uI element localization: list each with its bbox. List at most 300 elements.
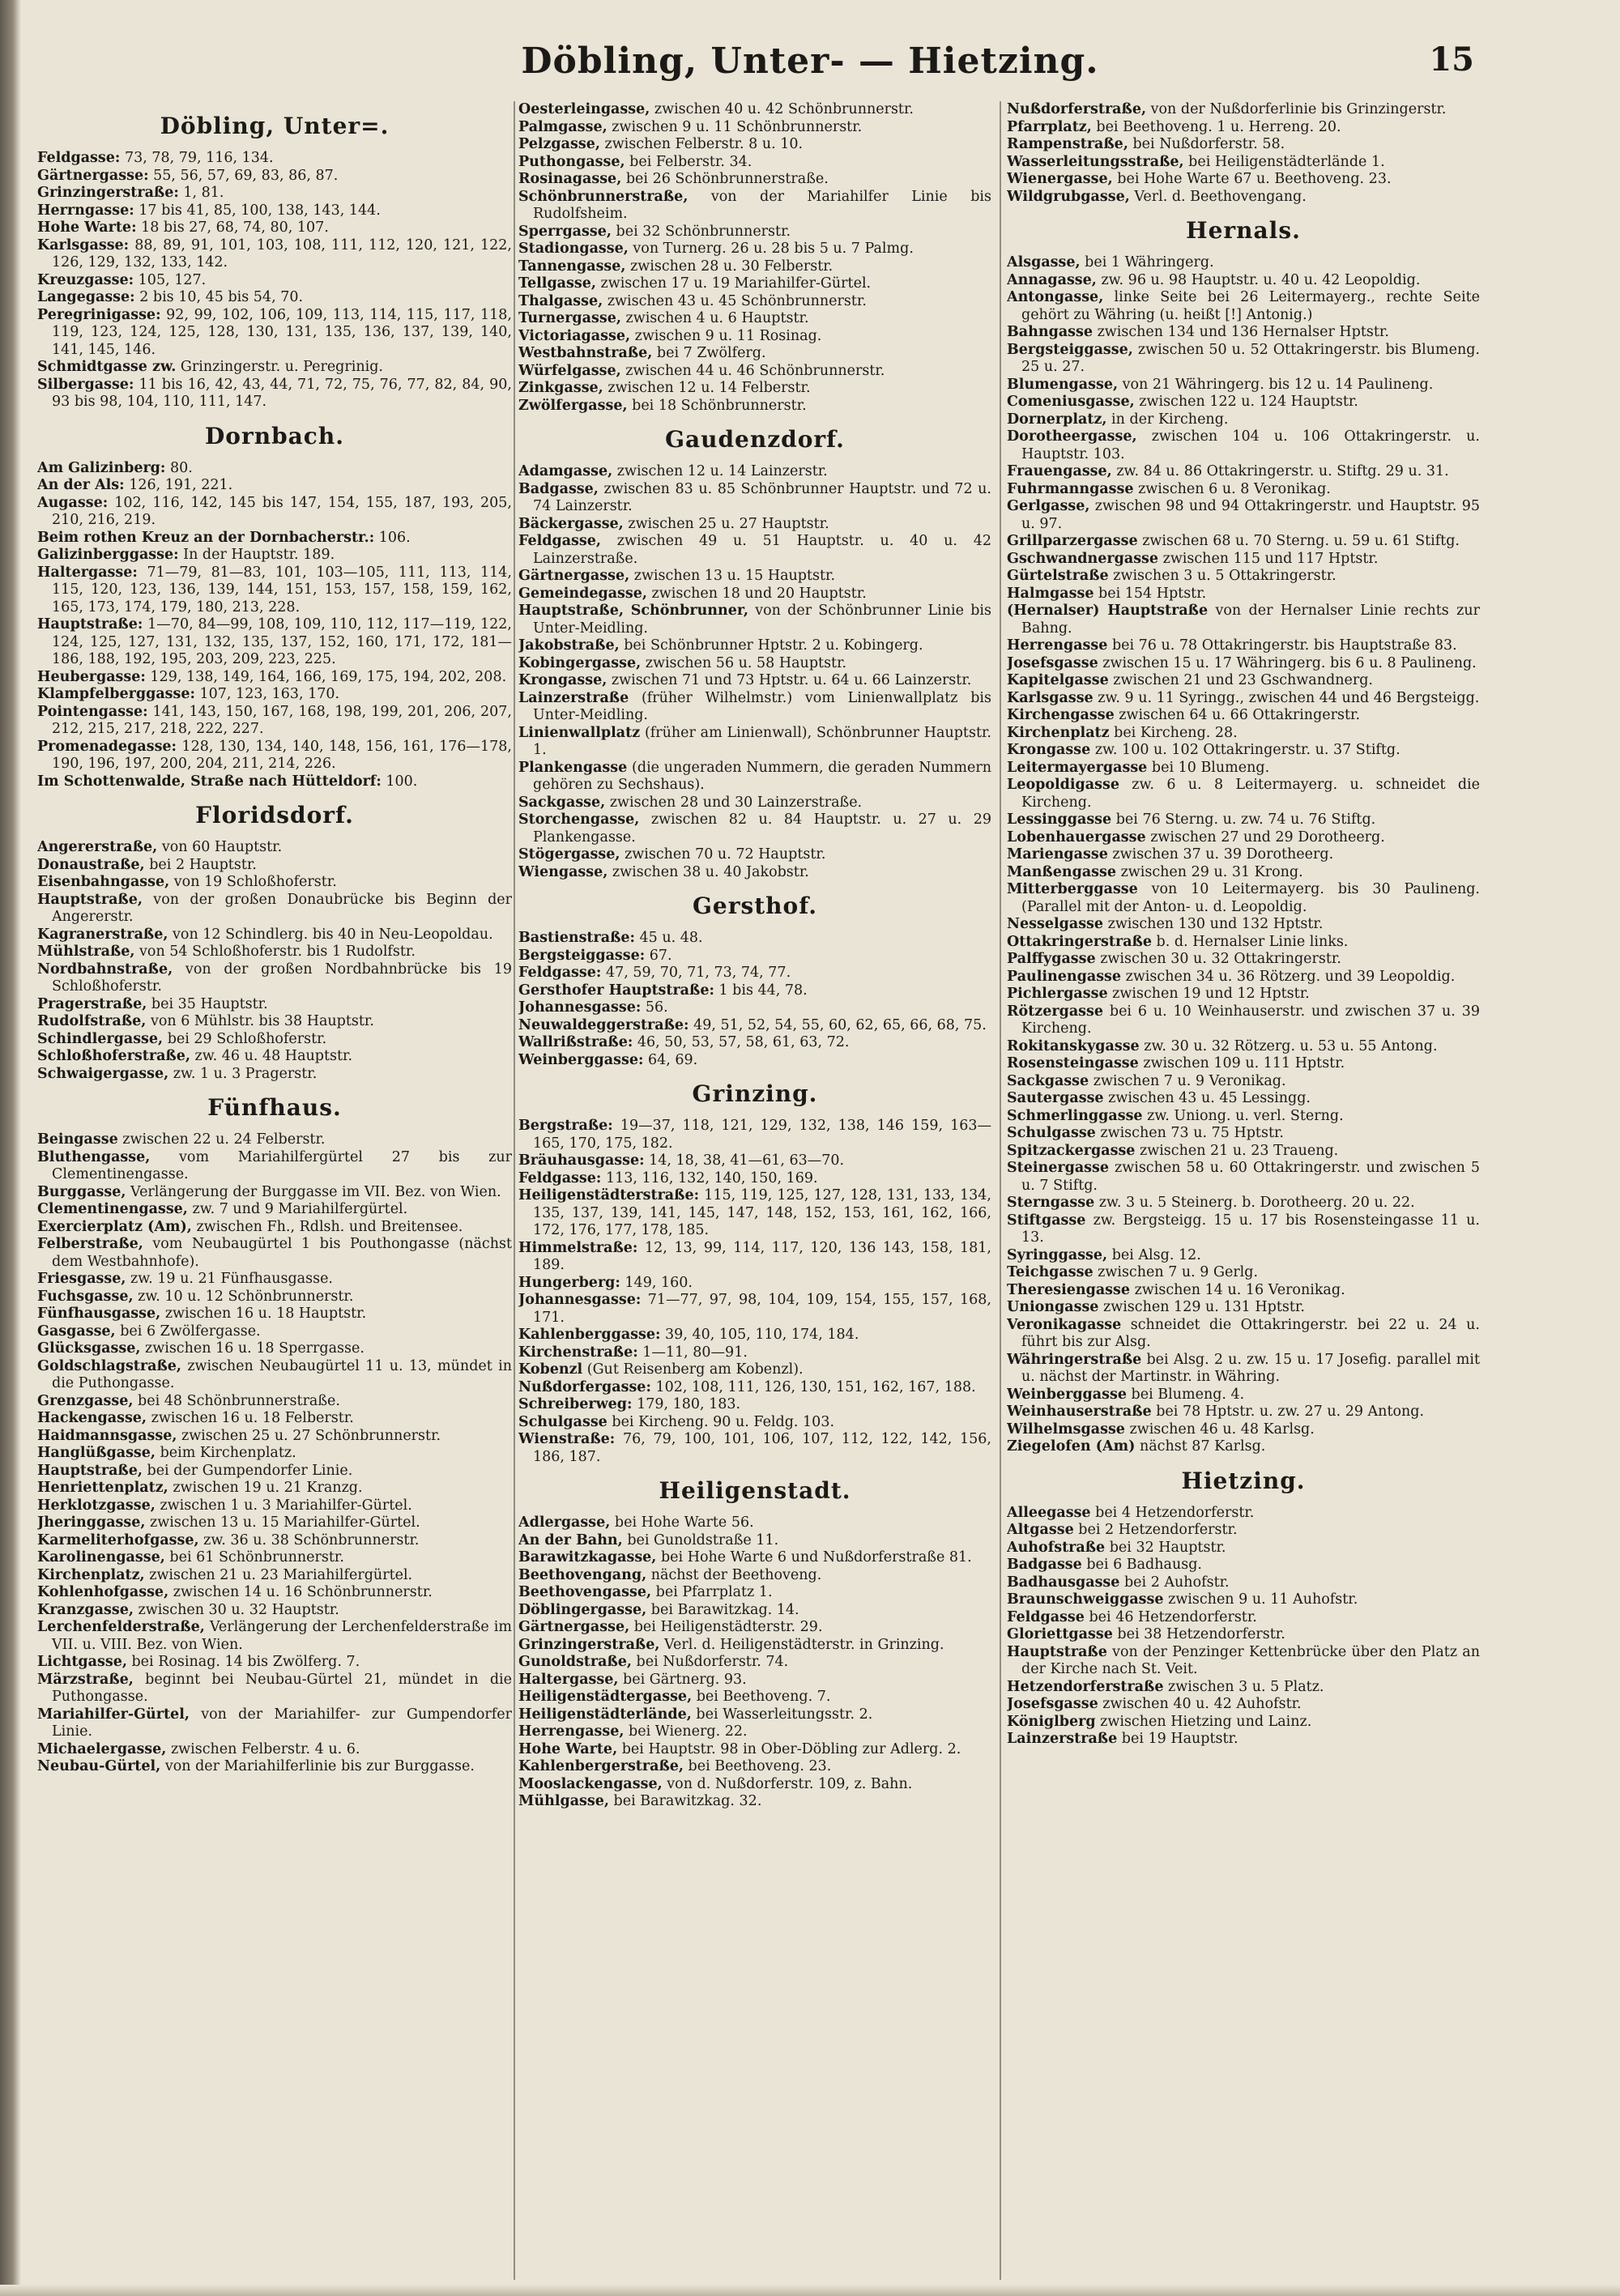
street-location: zwischen 16 u. 18 Felberstr.	[147, 1410, 354, 1426]
street-name: Friesgasse,	[37, 1271, 126, 1287]
street-name: Bergstraße:	[518, 1118, 613, 1134]
street-name: Schindlergasse,	[37, 1030, 164, 1047]
street-name: Stadiongasse,	[518, 241, 629, 257]
street-location: Verlängerung der Lerchenfelderstraße im VII. u. VIII. Bez. von Wien.	[52, 1619, 512, 1653]
street-location: von 12 Schindlerg. bis 40 in Neu-Leopoldau.	[168, 926, 493, 943]
street-entry	[518, 1741, 991, 1759]
street-name: Mühlgasse,	[518, 1793, 609, 1809]
street-entry	[518, 328, 991, 346]
street-entry	[37, 892, 512, 926]
street-location: zwischen 40 u. 42 Schönbrunnerstr.	[650, 101, 914, 117]
street-name: Galizinberggasse:	[37, 547, 179, 563]
street-name: Krongasse,	[518, 672, 608, 688]
street-entry	[518, 603, 991, 637]
street-entry	[37, 272, 512, 290]
street-name: Karmeliterhofgasse,	[37, 1531, 199, 1548]
street-entry	[37, 1236, 512, 1271]
street-entry	[1007, 690, 1480, 708]
street-entry	[518, 1052, 991, 1070]
street-entry	[518, 1584, 991, 1602]
street-name: Heubergasse:	[37, 668, 146, 685]
street-entry	[37, 1131, 512, 1149]
street-location: zwischen 19 u. 21 Kranzg.	[168, 1480, 363, 1496]
street-location: bei 76 u. 78 Ottakringerstr. bis Hauptstraße 83.	[1107, 637, 1457, 654]
street-entry	[37, 1306, 512, 1323]
street-entry	[37, 1619, 512, 1654]
street-location: bei 32 Hauptstr.	[1105, 1539, 1226, 1556]
street-entry	[37, 857, 512, 875]
street-name: Sperrgasse,	[518, 223, 612, 240]
street-name: Mooslackengasse,	[518, 1775, 663, 1792]
street-entry	[1007, 101, 1480, 119]
street-entry	[1007, 428, 1480, 463]
street-name: Exercierplatz (Am),	[37, 1218, 192, 1235]
street-entry	[518, 1361, 991, 1379]
street-name: Antongasse,	[1007, 289, 1104, 305]
street-entry	[518, 154, 991, 172]
street-entry	[518, 690, 991, 725]
street-name: Josefsgasse	[1007, 1696, 1098, 1712]
street-location: zwischen 38 u. 40 Jakobstr.	[608, 863, 809, 880]
street-location: 64, 69.	[643, 1051, 698, 1068]
street-entry	[1007, 951, 1480, 969]
street-entry	[37, 739, 512, 773]
street-location: zwischen Hietzing und Lainz.	[1095, 1713, 1312, 1730]
street-name: Palffygasse	[1007, 951, 1096, 967]
street-name: Sackgasse,	[518, 794, 606, 811]
street-entry	[37, 1184, 512, 1202]
street-location: zw. 46 u. 48 Hauptstr.	[190, 1048, 353, 1064]
street-entry	[37, 1514, 512, 1532]
street-location: zwischen 82 u. 84 Hauptstr. u. 27 u. 29 Plankengasse.	[533, 811, 991, 846]
street-location: zwischen 9 u. 11 Auhofstr.	[1163, 1591, 1358, 1608]
street-name: Ottakringerstraße	[1007, 933, 1152, 950]
street-entry	[1007, 1522, 1480, 1540]
street-location: 17 bis 41, 85, 100, 138, 143, 144.	[134, 202, 381, 219]
street-location: von der Schönbrunner Linie bis Unter-Meidling.	[533, 603, 991, 637]
street-entry	[518, 119, 991, 137]
street-location: bei Blumeng. 4.	[1126, 1386, 1245, 1403]
street-entry	[518, 1689, 991, 1706]
street-entry	[518, 1396, 991, 1414]
street-location: bei Heiligenstädterlände 1.	[1183, 153, 1385, 170]
street-location: (früher am Linienwall), Schönbrunner Hauptstr. 1.	[533, 724, 991, 758]
street-name: Heiligenstädterstraße:	[518, 1187, 700, 1203]
street-entry	[1007, 1626, 1480, 1644]
street-name: Linienwallplatz	[518, 724, 641, 741]
street-location: von der Penzinger Kettenbrücke über den Platz an der Kirche nach St. Veit.	[1021, 1643, 1480, 1677]
street-name: Herrengasse	[1007, 637, 1108, 654]
street-name: Burggasse,	[37, 1183, 126, 1200]
street-name: Mariahilfer-Gürtel,	[37, 1706, 190, 1723]
street-entry	[37, 1323, 512, 1341]
street-entry	[1007, 1038, 1480, 1056]
street-entry	[518, 655, 991, 673]
street-location: zwischen 37 u. 39 Dorotheerg.	[1107, 846, 1334, 863]
street-location: zwischen 22 u. 24 Felberstr.	[117, 1131, 326, 1148]
street-entry	[1007, 551, 1480, 569]
street-name: Würfelgasse,	[518, 362, 621, 379]
street-entry	[1007, 969, 1480, 986]
street-name: Veronikagasse	[1007, 1316, 1122, 1333]
street-name: Königlberg	[1007, 1713, 1096, 1730]
street-name: Theresiengasse	[1007, 1281, 1131, 1298]
street-entry	[518, 568, 991, 586]
street-location: 102, 108, 111, 126, 130, 151, 162, 167, 188.	[650, 1378, 976, 1395]
street-entry	[37, 944, 512, 961]
street-location: zwischen 115 und 117 Hptstr.	[1158, 550, 1379, 567]
street-location: bei 38 Hetzendorferstr.	[1112, 1626, 1285, 1642]
street-entry	[1007, 1505, 1480, 1523]
street-location: 11 bis 16, 42, 43, 44, 71, 72, 75, 76, 77, 82, 84, 90, 93 bis 98, 104, 110, 111, 147.	[52, 376, 512, 410]
street-entry	[518, 1567, 991, 1585]
street-location: 71—79, 81—83, 101, 103—105, 111, 113, 114, 115, 120, 123, 136, 139, 144, 151, 153, 157, 158, 159, 162, 165, 173, 174, 179, 180, 213, 228.	[52, 564, 512, 616]
street-name: Rötzergasse	[1007, 1003, 1104, 1020]
street-entry	[1007, 1125, 1480, 1143]
street-entry	[518, 136, 991, 154]
street-entry	[1007, 1574, 1480, 1592]
street-location: zwischen 104 u. 106 Ottakringerstr. u. Hauptstr. 103.	[1021, 428, 1480, 462]
street-name: Pichlergasse	[1007, 986, 1108, 1002]
street-location: zwischen Felberstr. 4 u. 6.	[166, 1740, 360, 1757]
street-location: bei 18 Schönbrunnerstr.	[627, 397, 807, 414]
street-name: Herklotzgasse,	[37, 1497, 156, 1514]
street-location: 126, 191, 221.	[124, 477, 233, 493]
street-entry	[1007, 1264, 1480, 1282]
street-entry	[518, 101, 991, 119]
street-location: zwischen 134 und 136 Hernalser Hptstr.	[1093, 324, 1389, 340]
street-location: zwischen 27 und 29 Dorotheerg.	[1145, 829, 1385, 846]
street-entry	[1007, 1679, 1480, 1697]
street-location: 105, 127.	[134, 271, 207, 288]
street-location: zw. 96 u. 98 Hauptstr. u. 40 u. 42 Leopoldig.	[1096, 271, 1421, 288]
street-name: Beethovengasse,	[518, 1584, 652, 1600]
street-name: An der Als:	[37, 477, 125, 493]
street-entry	[37, 996, 512, 1014]
street-name: Gärtnergasse,	[518, 1619, 630, 1635]
street-location: 76, 79, 100, 101, 106, 107, 112, 122, 142, 156, 186, 187.	[533, 1431, 991, 1465]
street-location: bei 6 Zwölfergasse.	[115, 1323, 261, 1340]
street-entry	[1007, 1003, 1480, 1038]
street-location: in der Kircheng.	[1106, 411, 1229, 428]
street-name: Lichtgasse,	[37, 1654, 127, 1670]
street-entry	[1007, 1212, 1480, 1247]
street-entry	[1007, 1160, 1480, 1195]
street-name: Wienergasse,	[1007, 171, 1113, 187]
street-location: bei Hohe Warte 6 und Nußdorferstraße 81.	[656, 1549, 972, 1565]
street-name: Wilhelmsgasse	[1007, 1421, 1125, 1438]
section-heading: Grinzing.	[692, 1080, 818, 1107]
street-location: zwischen 28 u. 30 Felberstr.	[625, 258, 833, 275]
street-name: Hetzendorferstraße	[1007, 1678, 1164, 1695]
street-entry	[37, 168, 512, 185]
street-entry	[518, 293, 991, 311]
street-location: bei 10 Blumeng.	[1147, 759, 1270, 776]
street-location: von 6 Mühlstr. bis 38 Hauptstr.	[146, 1013, 374, 1029]
street-name: Haltergasse:	[37, 564, 138, 581]
street-entry	[37, 1031, 512, 1049]
street-name: Hauptstraße, Schönbrunner,	[518, 603, 748, 619]
street-entry	[37, 1048, 512, 1066]
street-entry	[518, 999, 991, 1017]
street-location: 47, 59, 70, 71, 73, 74, 77.	[601, 965, 791, 981]
section-heading: Dornbach.	[205, 422, 344, 449]
street-entry	[518, 1170, 991, 1188]
street-name: Rudolfstraße,	[37, 1013, 147, 1029]
street-name: Schwaigergasse,	[37, 1065, 169, 1082]
street-name: Kobenzl	[518, 1361, 583, 1378]
street-name: (Hernalser) Hauptstraße	[1007, 603, 1209, 619]
street-entry	[518, 982, 991, 1000]
street-entry	[518, 1549, 991, 1567]
street-location: zwischen 122 u. 124 Hauptstr.	[1134, 394, 1358, 410]
street-name: Pragerstraße,	[37, 995, 147, 1012]
street-entry	[37, 1358, 512, 1393]
street-entry	[1007, 136, 1480, 154]
street-name: Palmgasse,	[518, 118, 608, 135]
street-name: Schulgasse	[518, 1413, 608, 1430]
street-name: Lainzerstraße	[518, 689, 629, 706]
street-location: von d. Nußdorferstr. 109, z. Bahn.	[662, 1775, 913, 1792]
street-entry	[518, 398, 991, 415]
street-location: nächst 87 Karlsg.	[1135, 1438, 1266, 1455]
street-location: 19—37, 118, 121, 129, 132, 138, 146 159, 163—165, 170, 175, 182.	[533, 1118, 991, 1152]
street-name: Rosensteingasse	[1007, 1055, 1139, 1071]
street-location: 141, 143, 150, 167, 168, 198, 199, 201, 206, 207, 212, 215, 217, 218, 222, 227.	[52, 703, 512, 737]
page-bottom-shadow	[0, 2285, 1620, 2296]
street-location: zwischen 21 und 23 Gschwandnerg.	[1108, 672, 1373, 688]
street-entry	[518, 1034, 991, 1052]
street-entry	[518, 1275, 991, 1293]
street-location: schneidet die Ottakringerstr. bei 22 u. 24 u. führt bis zur Alsg.	[1021, 1316, 1480, 1350]
street-name: Donaustraße,	[37, 856, 145, 873]
street-location: bei Beethoveng. 7.	[692, 1689, 831, 1705]
street-entry	[518, 1637, 991, 1655]
street-entry	[518, 363, 991, 381]
street-location: Grinzingerstr. u. Peregrinig.	[176, 359, 383, 375]
street-entry	[37, 1340, 512, 1358]
street-entry	[37, 547, 512, 564]
street-location: zwischen 130 und 132 Hptstr.	[1103, 916, 1324, 932]
street-name: Beim rothen Kreuz an der Dornbacherstr.:	[37, 529, 375, 546]
street-entry	[37, 150, 512, 168]
street-location: zwischen 40 u. 42 Auhofstr.	[1098, 1696, 1302, 1712]
street-entry	[37, 1271, 512, 1289]
street-name: Victoriagasse,	[518, 327, 631, 344]
street-entry	[37, 1741, 512, 1759]
street-location: 1, 81.	[178, 185, 224, 201]
street-entry	[1007, 916, 1480, 934]
street-name: Währingerstraße	[1007, 1351, 1142, 1368]
street-name: Auhofstraße	[1007, 1539, 1106, 1556]
street-location: zwischen 18 und 20 Hauptstr.	[646, 585, 867, 602]
street-location: bei Hauptstr. 98 in Ober-Döbling zur Adlerg. 2.	[617, 1740, 961, 1757]
street-entry	[37, 1497, 512, 1515]
street-name: Rosinagasse,	[518, 171, 622, 187]
street-entry	[1007, 881, 1480, 916]
street-location: bei Alsg. 2 u. zw. 15 u. 17 Josefig. parallel mit u. nächst der Martinstr. in Währing.	[1021, 1351, 1480, 1385]
street-entry	[518, 345, 991, 363]
street-location: zwischen 25 u. 27 Hauptstr.	[623, 515, 829, 532]
street-location: zw. 7 und 9 Mariahilfergürtel.	[187, 1201, 408, 1217]
street-entry	[1007, 394, 1480, 411]
page-title: Döbling, Unter- — Hietzing.	[521, 40, 1099, 82]
street-location: von der Mariahilfer Linie bis Rudolfsheim.	[533, 188, 991, 222]
street-entry	[37, 1289, 512, 1306]
street-name: Himmelstraße:	[518, 1239, 638, 1256]
street-entry	[518, 1292, 991, 1327]
street-name: Josefsgasse	[1007, 654, 1098, 671]
street-location: zwischen 13 u. 15 Hauptstr.	[629, 568, 836, 584]
street-entry	[518, 1240, 991, 1275]
street-entry	[37, 1445, 512, 1463]
street-name: Lessinggasse	[1007, 811, 1112, 828]
street-location: bei Beethoveng. 23.	[683, 1758, 832, 1774]
street-name: Puthongasse,	[518, 153, 625, 170]
street-location: zw. 19 u. 21 Fünfhausgasse.	[126, 1271, 333, 1287]
street-location: bei 78 Hptstr. u. zw. 27 u. 29 Antong.	[1151, 1404, 1425, 1420]
street-location: Verl. d. Heiligenstädterstr. in Grinzing.	[659, 1636, 944, 1653]
street-location: zwischen 50 u. 52 Ottakringerstr. bis Blumeng. 25 u. 27.	[1021, 341, 1480, 375]
street-entry	[518, 965, 991, 982]
street-entry	[1007, 1438, 1480, 1456]
street-entry	[37, 1013, 512, 1031]
street-name: Kirchengasse	[1007, 707, 1115, 723]
street-location: 39, 40, 105, 110, 174, 184.	[660, 1327, 859, 1343]
street-name: Schmerlinggasse	[1007, 1107, 1143, 1124]
street-entry	[518, 586, 991, 603]
street-entry	[37, 1410, 512, 1428]
street-location: zwischen 30 u. 32 Hauptstr.	[133, 1601, 339, 1618]
street-location: bei 2 Auhofstr.	[1119, 1574, 1230, 1591]
street-name: Badhausgasse	[1007, 1574, 1120, 1591]
street-name: Lainzerstraße	[1007, 1731, 1118, 1747]
street-location: zwischen 64 u. 66 Ottakringerstr.	[1114, 707, 1361, 723]
street-location: zwischen 25 u. 27 Schönbrunnerstr.	[177, 1427, 441, 1444]
street-location: zwischen 3 u. 5 Platz.	[1163, 1678, 1324, 1695]
street-entry	[518, 1431, 991, 1466]
street-entry	[1007, 254, 1480, 272]
street-name: Pelzgasse,	[518, 136, 600, 152]
street-name: Grenzgasse,	[37, 1392, 134, 1409]
street-name: Kreuzgasse:	[37, 271, 134, 288]
street-entry	[518, 1118, 991, 1152]
street-name: Felberstraße,	[37, 1236, 143, 1252]
street-location: zw. 30 u. 32 Rötzerg. u. 53 u. 55 Antong.	[1139, 1037, 1438, 1054]
street-entry	[1007, 119, 1480, 137]
street-name: Nesselgasse	[1007, 916, 1104, 932]
street-name: Gloriettgasse	[1007, 1626, 1113, 1642]
street-entry	[1007, 1247, 1480, 1265]
street-entry	[518, 1672, 991, 1689]
street-entry	[37, 1532, 512, 1550]
street-location: 49, 51, 52, 54, 55, 60, 62, 65, 66, 68, 75.	[688, 1016, 987, 1033]
street-name: Weinhauserstraße	[1007, 1404, 1152, 1420]
street-location: bei Felberstr. 34.	[625, 153, 752, 170]
street-name: Promenadegasse:	[37, 738, 177, 755]
street-location: bei 76 Sterng. u. zw. 74 u. 76 Stiftg.	[1111, 811, 1376, 828]
street-entry	[518, 672, 991, 690]
street-location: zwischen 98 und 94 Ottakringerstr. und Hauptstr. 95 u. 97.	[1021, 498, 1480, 532]
street-location: von Turnerg. 26 u. 28 bis 5 u. 7 Palmg.	[628, 241, 914, 257]
street-location: 2 bis 10, 45 bis 54, 70.	[134, 289, 304, 305]
street-location: zwischen 13 u. 15 Mariahilfer-Gürtel.	[145, 1514, 420, 1531]
street-name: Kapitelgasse	[1007, 672, 1109, 688]
street-name: Blumengasse,	[1007, 376, 1119, 393]
street-entry	[518, 481, 991, 516]
street-entry	[518, 1532, 991, 1550]
street-location: vom Neubaugürtel 1 bis Pouthongasse (nächst dem Westbahnhofe).	[52, 1236, 512, 1270]
street-entry	[37, 1549, 512, 1567]
street-entry	[518, 1514, 991, 1532]
street-entry	[1007, 1108, 1480, 1126]
street-location: b. d. Hernalser Linie links.	[1151, 933, 1349, 950]
street-location: von der Hernalser Linie rechts zur Bahng.	[1021, 603, 1480, 637]
street-name: Schönbrunnerstraße,	[518, 188, 688, 205]
street-entry	[518, 463, 991, 481]
street-name: Feldgasse:	[37, 150, 121, 166]
column-1	[37, 101, 512, 2280]
street-name: Rokitanskygasse	[1007, 1037, 1140, 1054]
street-location: vom Mariahilfergürtel 27 bis zur Clementinengasse.	[52, 1148, 512, 1182]
street-name: Herrengasse,	[518, 1723, 625, 1740]
street-name: Gunoldstraße,	[518, 1654, 632, 1670]
street-name: Tellgasse,	[518, 275, 596, 292]
street-name: Am Galizinberg:	[37, 459, 166, 476]
street-name: Kirchenplatz,	[37, 1566, 145, 1583]
street-name: Fuhrmanngasse	[1007, 480, 1134, 497]
street-name: Kagranerstraße,	[37, 926, 168, 943]
street-location: zwischen 68 u. 70 Sterng. u. 59 u. 61 Stiftg.	[1137, 533, 1460, 549]
street-location: beginnt bei Neubau-Gürtel 21, mündet in die Puthongasse.	[52, 1671, 512, 1705]
street-name: Paulinengasse	[1007, 968, 1122, 985]
street-location: zwischen Felberstr. 8 u. 10.	[599, 136, 804, 152]
street-name: Wasserleitungsstraße,	[1007, 153, 1184, 170]
street-entry	[518, 760, 991, 794]
street-entry	[518, 1379, 991, 1397]
street-location: 92, 99, 102, 106, 109, 113, 114, 115, 117, 118, 119, 123, 124, 125, 128, 130, 131, 135, 136, 137, 139, 140, 141, 145, 146.	[52, 306, 512, 358]
street-location: zwischen 7 u. 9 Veronikag.	[1089, 1072, 1286, 1089]
street-entry	[1007, 586, 1480, 603]
street-name: Grillparzergasse	[1007, 533, 1138, 549]
street-location: bei Barawitzkag. 32.	[608, 1793, 762, 1809]
page-number: 15	[1429, 40, 1474, 79]
street-location: bei 1 Währingerg.	[1080, 254, 1214, 270]
street-name: Badgasse,	[518, 480, 599, 497]
street-name: Bastienstraße:	[518, 930, 635, 946]
street-name: Oesterleingasse,	[518, 101, 650, 117]
street-entry	[518, 171, 991, 189]
street-name: Märzstraße,	[37, 1671, 134, 1688]
street-name: Herrngasse:	[37, 202, 134, 219]
street-location: zwischen 1 u. 3 Mariahilfer-Gürtel.	[155, 1497, 412, 1514]
street-name: Krongasse	[1007, 742, 1091, 758]
street-name: Hauptstraße:	[37, 616, 143, 633]
street-location: zwischen 9 u. 11 Schönbrunnerstr.	[607, 118, 863, 135]
street-entry	[1007, 1696, 1480, 1714]
street-name: Im Schottenwalde, Straße nach Hütteldorf:	[37, 773, 382, 790]
street-location: 14, 18, 38, 41—61, 63—70.	[644, 1152, 845, 1169]
street-name: Dornerplatz,	[1007, 411, 1107, 428]
street-location: bei 2 Hauptstr.	[144, 856, 257, 873]
street-name: Tannengasse,	[518, 258, 626, 275]
street-location: bei Wasserleitungsstr. 2.	[691, 1706, 873, 1723]
street-location: zw. 84 u. 86 Ottakringerstr. u. Stiftg. 29 u. 31.	[1111, 463, 1449, 479]
street-location: 73, 78, 79, 116, 134.	[120, 150, 274, 166]
street-location: zw. 3 u. 5 Steinerg. b. Dorotheerg. 20 u. 22.	[1094, 1195, 1415, 1211]
street-name: Badgasse	[1007, 1557, 1082, 1573]
street-name: Gasgasse,	[37, 1323, 116, 1340]
